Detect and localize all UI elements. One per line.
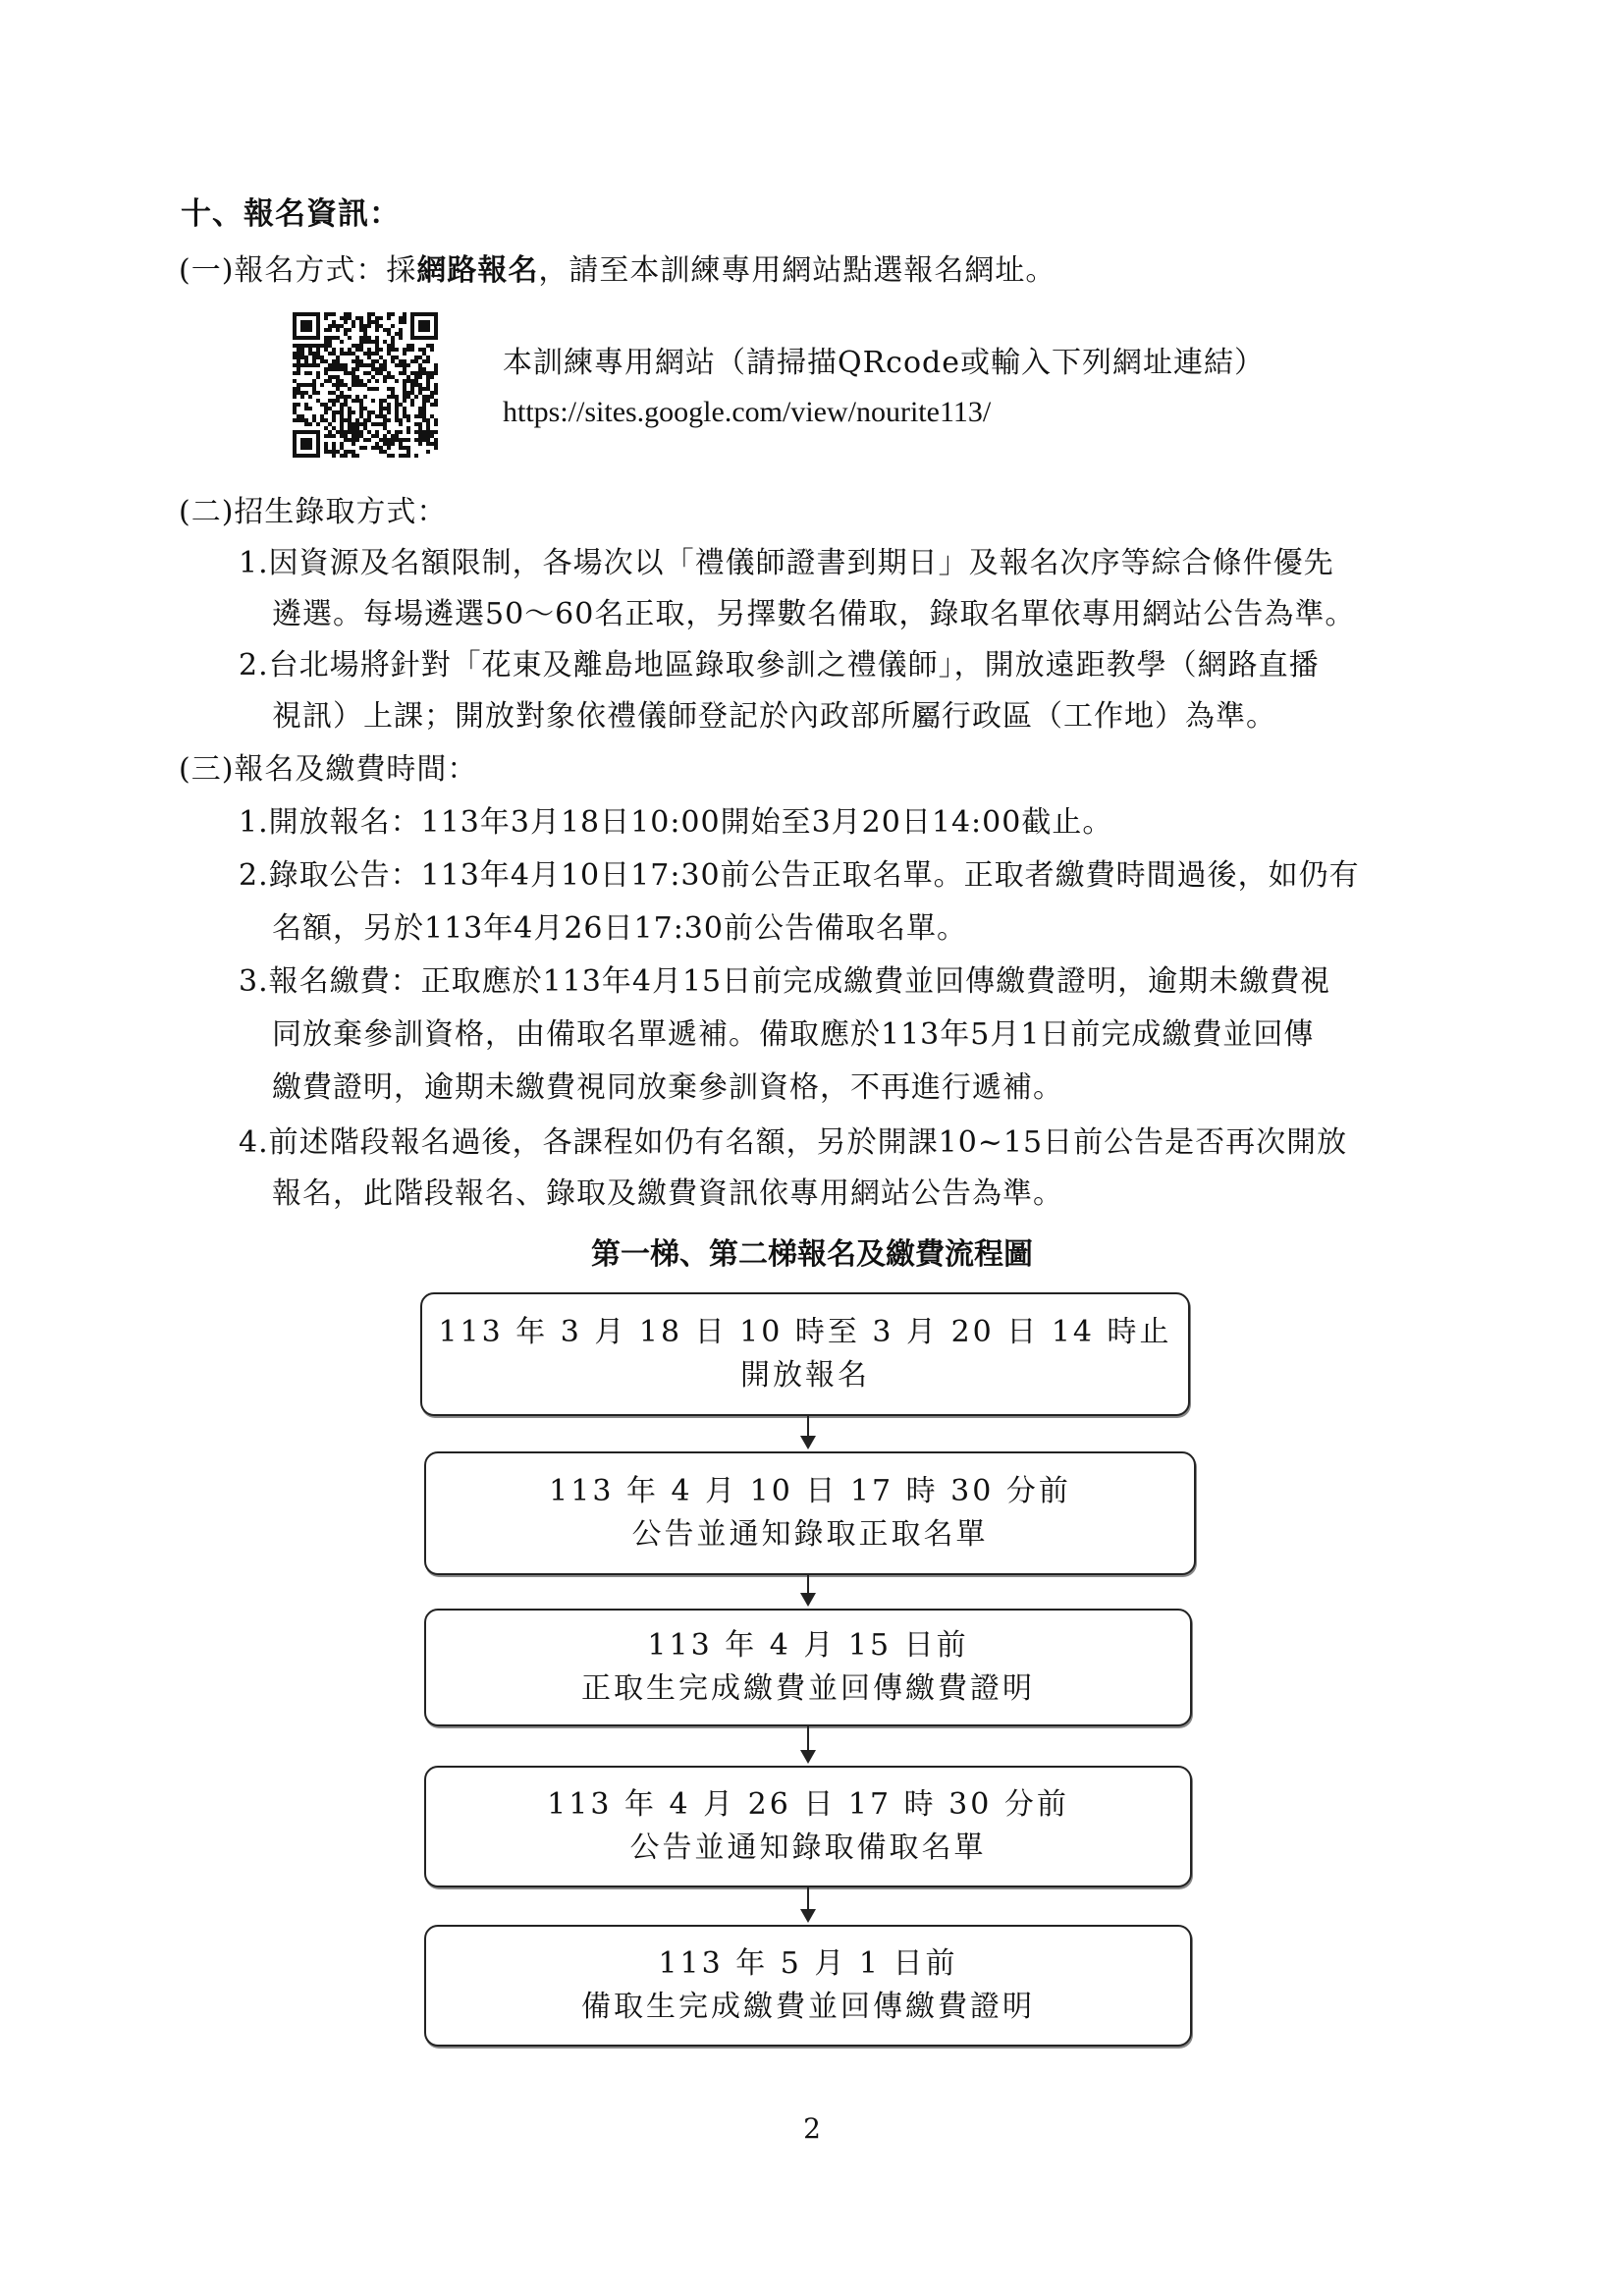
flow-step-date: 113 年 4 月 26 日 17 時 30 分前 xyxy=(547,1787,1069,1822)
site-label: 本訓練專用網站（請掃描QRcode或輸入下列網址連結） xyxy=(503,346,1266,380)
flow-step-waitlist-payment xyxy=(424,1925,1192,2047)
item1-registration-method xyxy=(179,251,1056,291)
flow-arrow xyxy=(807,1573,809,1605)
flowchart-title: 第一梯、第二梯報名及繳費流程圖 xyxy=(591,1237,1033,1272)
item2-title: (二)招生錄取方式： xyxy=(179,495,448,529)
item2-p1-line1: 1.因資源及名額限制，各場次以「禮儀師證書到期日」及報名次序等綜合條件優先 xyxy=(239,546,1334,580)
qr-code-icon[interactable] xyxy=(293,312,438,458)
flow-step-label: 公告並通知錄取備取名單 xyxy=(629,1831,987,1865)
section-heading: 十、報名資訊： xyxy=(181,196,401,232)
flow-arrow xyxy=(807,1885,809,1921)
item2-p2-line2: 視訊）上課；開放對象依禮儀師登記於內政部所屬行政區（工作地）為準。 xyxy=(272,699,1276,734)
flow-step-date: 113 年 5 月 1 日前 xyxy=(658,1946,958,1981)
item3-p4-line2: 報名，此階段報名、錄取及繳費資訊依專用網站公告為準。 xyxy=(272,1176,1063,1211)
item2-p1-line2: 遴選。每場遴選50～60名正取，另擇數名備取，錄取名單依專用網站公告為準。 xyxy=(272,597,1356,631)
flow-step-date: 113 年 4 月 15 日前 xyxy=(647,1628,969,1663)
item1-prefix: (一)報名方式：採 xyxy=(179,253,417,288)
flow-step-label: 備取生完成繳費並回傳繳費證明 xyxy=(581,1990,1035,2024)
flow-step-open-registration xyxy=(420,1292,1190,1416)
flow-step-label: 開放報名 xyxy=(740,1358,870,1393)
flow-arrow xyxy=(807,1724,809,1762)
item3-p4-line1: 4.前述階段報名過後，各課程如仍有名額，另於開課10~15日前公告是否再次開放 xyxy=(239,1125,1348,1160)
item3-p2-line1: 2.錄取公告：113年4月10日17:30前公告正取名單。正取者繳費時間過後，如仍有 xyxy=(239,858,1360,893)
flow-step-label: 正取生完成繳費並回傳繳費證明 xyxy=(581,1671,1035,1706)
item3-p3-line2: 同放棄參訓資格，由備取名單遞補。備取應於113年5月1日前完成繳費並回傳 xyxy=(272,1017,1315,1052)
flow-arrow xyxy=(807,1414,809,1448)
item3-p3-line1: 3.報名繳費：正取應於113年4月15日前完成繳費並回傳繳費證明，逾期未繳費視 xyxy=(239,964,1331,999)
flow-step-date: 113 年 3 月 18 日 10 時至 3 月 20 日 14 時止 xyxy=(438,1315,1172,1349)
item2-p2-line1: 2.台北場將針對「花東及離島地區錄取參訓之禮儀師」，開放遠距教學（網路直播 xyxy=(239,648,1320,683)
flow-step-waitlist-notice xyxy=(424,1766,1192,1887)
flow-step-admitted-payment xyxy=(424,1609,1192,1726)
flow-step-label: 公告並通知錄取正取名單 xyxy=(631,1517,989,1552)
site-url-link[interactable]: https://sites.google.com/view/nourite113/ xyxy=(503,396,992,428)
item3-p3-line3: 繳費證明，逾期未繳費視同放棄參訓資格，不再進行遞補。 xyxy=(272,1070,1063,1105)
page-number: 2 xyxy=(803,2112,821,2145)
flow-step-admission-notice xyxy=(424,1451,1196,1575)
item3-title: (三)報名及繳費時間： xyxy=(179,752,478,787)
item1-suffix: ，請至本訓練專用網站點選報名網址。 xyxy=(538,253,1056,288)
item1-bold-online: 網路報名 xyxy=(416,253,539,288)
item3-p2-line2: 名額，另於113年4月26日17:30前公告備取名單。 xyxy=(272,911,967,946)
flow-step-date: 113 年 4 月 10 日 17 時 30 分前 xyxy=(549,1474,1071,1508)
item3-p1-line1: 1.開放報名：113年3月18日10:00開始至3月20日14:00截止。 xyxy=(239,805,1113,840)
